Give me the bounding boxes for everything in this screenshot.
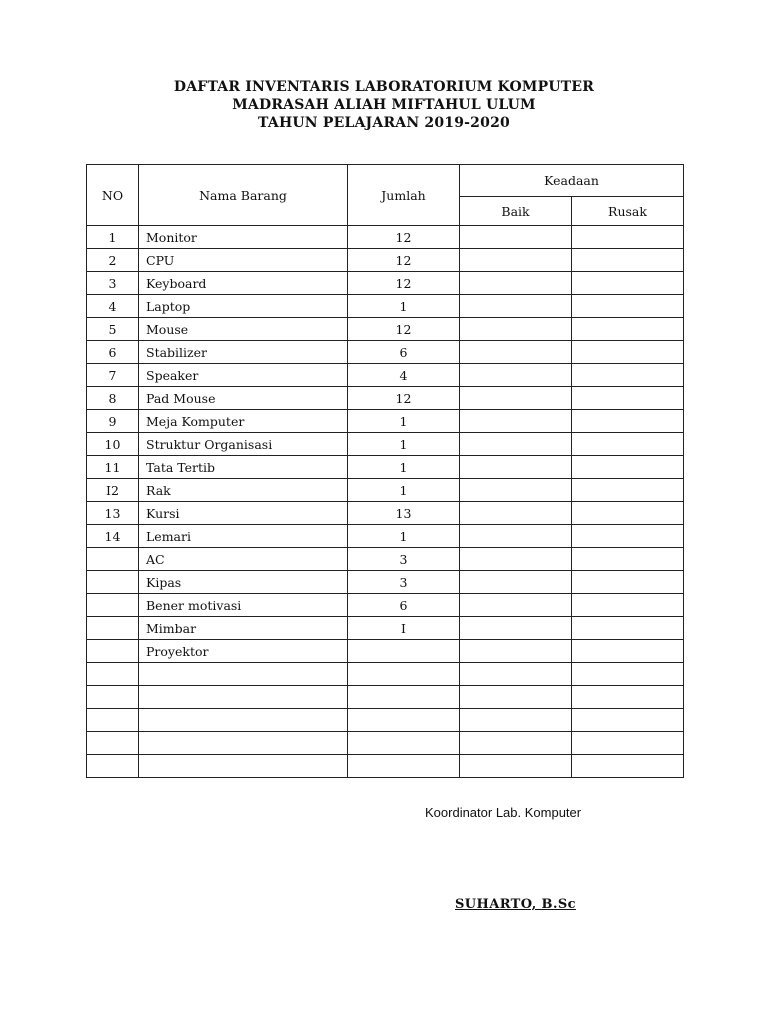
cell-jumlah bbox=[348, 732, 460, 755]
table-row bbox=[87, 226, 684, 249]
title-line-1: DAFTAR INVENTARIS LABORATORIUM KOMPUTER bbox=[173, 79, 595, 95]
table-row bbox=[87, 709, 684, 732]
cell-jumlah: 12 bbox=[348, 318, 460, 341]
cell-rusak bbox=[572, 525, 684, 548]
table-row bbox=[87, 387, 684, 410]
cell-no bbox=[87, 548, 139, 571]
signature-name: SUHARTO, B.Sc bbox=[455, 897, 576, 912]
cell-baik bbox=[460, 456, 572, 479]
header-rusak: Rusak bbox=[572, 197, 684, 226]
cell-nama-barang: Keyboard bbox=[139, 272, 348, 295]
cell-baik bbox=[460, 617, 572, 640]
table-row bbox=[87, 479, 684, 502]
cell-jumlah: 6 bbox=[348, 594, 460, 617]
inventory-table bbox=[86, 164, 684, 778]
cell-nama-barang bbox=[139, 755, 348, 778]
cell-jumlah: 1 bbox=[348, 479, 460, 502]
cell-nama-barang: Kursi bbox=[139, 502, 348, 525]
cell-baik bbox=[460, 479, 572, 502]
cell-jumlah: 12 bbox=[348, 249, 460, 272]
table-row bbox=[87, 456, 684, 479]
table-row bbox=[87, 318, 684, 341]
cell-nama-barang: Rak bbox=[139, 479, 348, 502]
cell-no: 2 bbox=[87, 249, 139, 272]
cell-jumlah: 12 bbox=[348, 387, 460, 410]
cell-no: 1 bbox=[87, 226, 139, 249]
cell-jumlah: 1 bbox=[348, 410, 460, 433]
cell-jumlah bbox=[348, 709, 460, 732]
cell-rusak bbox=[572, 617, 684, 640]
table-row bbox=[87, 594, 684, 617]
table-row bbox=[87, 364, 684, 387]
cell-rusak bbox=[572, 732, 684, 755]
cell-jumlah bbox=[348, 686, 460, 709]
cell-jumlah bbox=[348, 755, 460, 778]
table-row bbox=[87, 548, 684, 571]
table-row bbox=[87, 617, 684, 640]
cell-rusak bbox=[572, 479, 684, 502]
cell-jumlah: 1 bbox=[348, 433, 460, 456]
cell-jumlah: I bbox=[348, 617, 460, 640]
cell-no: 13 bbox=[87, 502, 139, 525]
cell-jumlah: 6 bbox=[348, 341, 460, 364]
cell-no bbox=[87, 732, 139, 755]
cell-no bbox=[87, 663, 139, 686]
cell-jumlah: 12 bbox=[348, 272, 460, 295]
cell-baik bbox=[460, 387, 572, 410]
cell-jumlah: 1 bbox=[348, 456, 460, 479]
cell-jumlah: 1 bbox=[348, 525, 460, 548]
table-row bbox=[87, 663, 684, 686]
cell-baik bbox=[460, 663, 572, 686]
cell-rusak bbox=[572, 410, 684, 433]
cell-no bbox=[87, 686, 139, 709]
signature-role: Koordinator Lab. Komputer bbox=[425, 805, 582, 820]
cell-no bbox=[87, 640, 139, 663]
cell-no: 10 bbox=[87, 433, 139, 456]
cell-baik bbox=[460, 594, 572, 617]
cell-baik bbox=[460, 571, 572, 594]
cell-no: 3 bbox=[87, 272, 139, 295]
table-row bbox=[87, 571, 684, 594]
cell-nama-barang: Pad Mouse bbox=[139, 387, 348, 410]
cell-rusak bbox=[572, 709, 684, 732]
cell-nama-barang: Tata Tertib bbox=[139, 456, 348, 479]
cell-nama-barang: Bener motivasi bbox=[139, 594, 348, 617]
cell-nama-barang: Meja Komputer bbox=[139, 410, 348, 433]
cell-jumlah: 12 bbox=[348, 226, 460, 249]
cell-no: 8 bbox=[87, 387, 139, 410]
cell-no: I2 bbox=[87, 479, 139, 502]
table-row bbox=[87, 272, 684, 295]
cell-nama-barang: Lemari bbox=[139, 525, 348, 548]
cell-nama-barang bbox=[139, 732, 348, 755]
cell-baik bbox=[460, 318, 572, 341]
cell-nama-barang: Stabilizer bbox=[139, 341, 348, 364]
cell-nama-barang: Mimbar bbox=[139, 617, 348, 640]
cell-nama-barang: Monitor bbox=[139, 226, 348, 249]
cell-baik bbox=[460, 341, 572, 364]
header-keadaan: Keadaan bbox=[460, 165, 684, 197]
table-row bbox=[87, 640, 684, 663]
table-row bbox=[87, 525, 684, 548]
cell-nama-barang bbox=[139, 709, 348, 732]
cell-rusak bbox=[572, 226, 684, 249]
table-row bbox=[87, 755, 684, 778]
cell-rusak bbox=[572, 364, 684, 387]
cell-jumlah: 3 bbox=[348, 548, 460, 571]
cell-rusak bbox=[572, 594, 684, 617]
cell-no: 11 bbox=[87, 456, 139, 479]
cell-baik bbox=[460, 548, 572, 571]
cell-no: 6 bbox=[87, 341, 139, 364]
cell-rusak bbox=[572, 571, 684, 594]
table-row bbox=[87, 341, 684, 364]
table-row bbox=[87, 686, 684, 709]
cell-nama-barang: Speaker bbox=[139, 364, 348, 387]
cell-baik bbox=[460, 640, 572, 663]
cell-nama-barang bbox=[139, 663, 348, 686]
cell-jumlah bbox=[348, 640, 460, 663]
cell-no: 4 bbox=[87, 295, 139, 318]
cell-nama-barang: Struktur Organisasi bbox=[139, 433, 348, 456]
table-row bbox=[87, 249, 684, 272]
cell-baik bbox=[460, 732, 572, 755]
cell-no bbox=[87, 594, 139, 617]
cell-nama-barang: Laptop bbox=[139, 295, 348, 318]
table-row bbox=[87, 502, 684, 525]
cell-rusak bbox=[572, 249, 684, 272]
cell-no bbox=[87, 709, 139, 732]
cell-baik bbox=[460, 226, 572, 249]
cell-baik bbox=[460, 410, 572, 433]
title-line-2: MADRASAH ALIAH MIFTAHUL ULUM bbox=[232, 97, 536, 113]
cell-jumlah bbox=[348, 663, 460, 686]
header-nama-barang: Nama Barang bbox=[139, 165, 348, 226]
cell-nama-barang: CPU bbox=[139, 249, 348, 272]
cell-rusak bbox=[572, 640, 684, 663]
cell-no: 7 bbox=[87, 364, 139, 387]
cell-jumlah: 1 bbox=[348, 295, 460, 318]
header-baik: Baik bbox=[460, 197, 572, 226]
cell-nama-barang: Proyektor bbox=[139, 640, 348, 663]
table-row bbox=[87, 410, 684, 433]
table-row bbox=[87, 295, 684, 318]
cell-rusak bbox=[572, 272, 684, 295]
cell-rusak bbox=[572, 548, 684, 571]
cell-rusak bbox=[572, 318, 684, 341]
cell-no: 5 bbox=[87, 318, 139, 341]
cell-jumlah: 4 bbox=[348, 364, 460, 387]
cell-rusak bbox=[572, 295, 684, 318]
cell-baik bbox=[460, 249, 572, 272]
cell-rusak bbox=[572, 387, 684, 410]
header-jumlah: Jumlah bbox=[348, 165, 460, 226]
cell-rusak bbox=[572, 502, 684, 525]
cell-nama-barang bbox=[139, 686, 348, 709]
cell-baik bbox=[460, 686, 572, 709]
cell-baik bbox=[460, 502, 572, 525]
cell-baik bbox=[460, 433, 572, 456]
cell-rusak bbox=[572, 686, 684, 709]
cell-rusak bbox=[572, 341, 684, 364]
table-row bbox=[87, 732, 684, 755]
cell-rusak bbox=[572, 456, 684, 479]
cell-no bbox=[87, 617, 139, 640]
cell-jumlah: 13 bbox=[348, 502, 460, 525]
document-title bbox=[0, 78, 768, 132]
cell-nama-barang: Mouse bbox=[139, 318, 348, 341]
cell-baik bbox=[460, 525, 572, 548]
cell-baik bbox=[460, 755, 572, 778]
cell-no: 14 bbox=[87, 525, 139, 548]
cell-rusak bbox=[572, 755, 684, 778]
cell-baik bbox=[460, 272, 572, 295]
cell-rusak bbox=[572, 663, 684, 686]
cell-baik bbox=[460, 295, 572, 318]
header-no: NO bbox=[87, 165, 139, 226]
cell-no bbox=[87, 571, 139, 594]
cell-no: 9 bbox=[87, 410, 139, 433]
cell-jumlah: 3 bbox=[348, 571, 460, 594]
title-line-3: TAHUN PELAJARAN 2019-2020 bbox=[258, 115, 510, 131]
cell-baik bbox=[460, 709, 572, 732]
table-row bbox=[87, 433, 684, 456]
cell-nama-barang: Kipas bbox=[139, 571, 348, 594]
cell-rusak bbox=[572, 433, 684, 456]
cell-no bbox=[87, 755, 139, 778]
cell-nama-barang: AC bbox=[139, 548, 348, 571]
cell-baik bbox=[460, 364, 572, 387]
